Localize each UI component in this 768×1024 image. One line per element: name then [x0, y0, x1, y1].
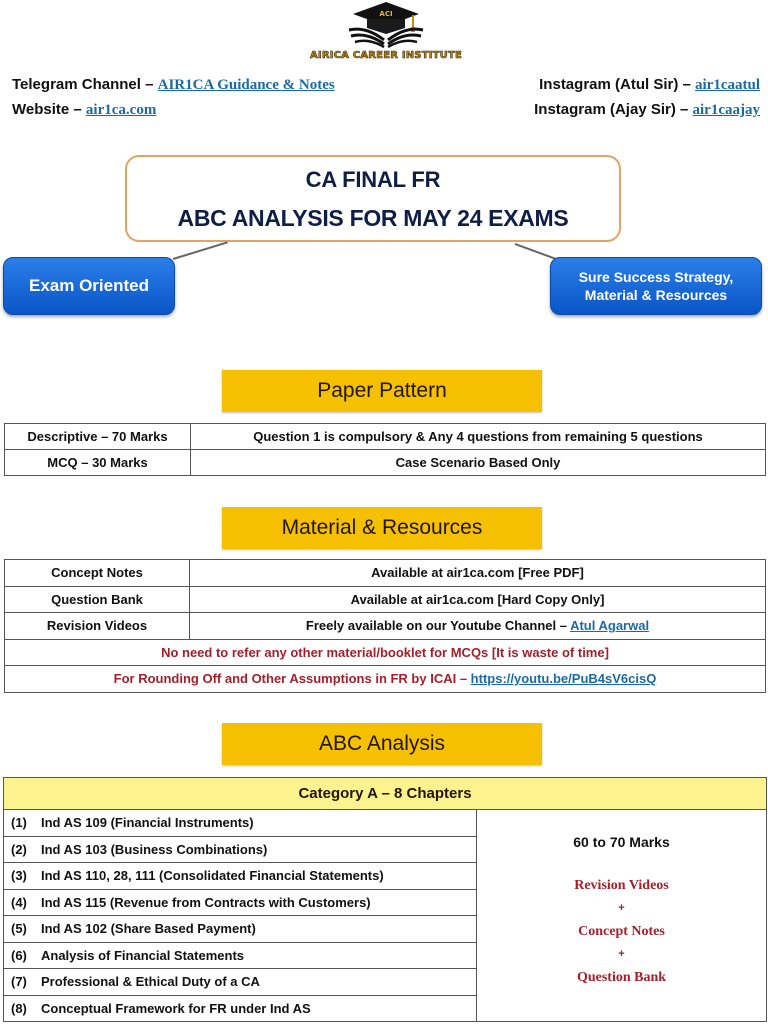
material-key: Revision Videos	[5, 613, 190, 640]
table-row	[5, 560, 766, 587]
telegram-contact	[12, 76, 335, 94]
chapter-item	[4, 889, 477, 916]
graduation-cap-book-icon	[341, 0, 431, 48]
marks-range: 60 to 70 Marks	[573, 834, 670, 850]
plus-sign: +	[618, 902, 625, 914]
institute-name: AIRICA CAREER INSTITUTE	[309, 50, 463, 61]
resource-question-bank: Question Bank	[576, 970, 667, 985]
chapter-item	[4, 995, 477, 1022]
chapter-name: Ind AS 109 (Financial Instruments)	[41, 815, 254, 831]
table-row	[5, 639, 766, 666]
connector-line-left	[173, 241, 228, 259]
material-value	[190, 613, 766, 640]
instagram-atul-link[interactable]: air1caatul	[695, 77, 760, 93]
instagram-ajay-link[interactable]: air1caajay	[692, 102, 760, 118]
material-value: Available at air1ca.com [Free PDF]	[190, 560, 766, 587]
chapter-name: Professional & Ethical Duty of a CA	[41, 974, 260, 990]
material-key: Concept Notes	[5, 560, 190, 587]
chapter-number: (2)	[11, 841, 27, 857]
paper-pattern-value: Case Scenario Based Only	[191, 450, 766, 476]
chapter-name: Conceptual Framework for FR under Ind AS	[41, 1000, 311, 1016]
sure-success-line-1: Sure Success Strategy,	[578, 269, 734, 285]
chapter-name: Ind AS 103 (Business Combinations)	[41, 841, 268, 857]
website-label: Website –	[12, 101, 86, 118]
chapter-item	[4, 836, 477, 863]
category-a-table	[3, 777, 767, 1022]
website-contact	[12, 101, 156, 119]
category-a-header: Category A – 8 Chapters	[4, 778, 767, 810]
chapter-number: (3)	[11, 868, 27, 884]
youtube-channel-link[interactable]: Atul Agarwal	[570, 618, 650, 634]
institute-logo	[296, 0, 476, 66]
chapter-number: (4)	[11, 894, 27, 910]
rounding-video-link[interactable]: https://youtu.be/PuB4sV6cisQ	[470, 671, 657, 687]
svg-text:ACI: ACI	[379, 10, 393, 18]
abc-analysis-heading: ABC Analysis	[222, 723, 542, 765]
instagram-ajay-contact	[534, 101, 760, 119]
youtube-text: Freely available on our Youtube Channel –	[305, 618, 571, 634]
exam-oriented-tag	[3, 257, 175, 315]
rounding-note	[5, 666, 766, 693]
chapter-item	[4, 969, 477, 996]
instagram-atul-label: Instagram (Atul Sir) –	[539, 76, 695, 93]
paper-pattern-key: MCQ – 30 Marks	[5, 450, 191, 476]
chapter-number: (8)	[11, 1000, 27, 1016]
chapter-number: (6)	[11, 947, 27, 963]
chapter-name: Analysis of Financial Statements	[41, 947, 245, 963]
chapter-number: (7)	[11, 974, 27, 990]
table-row	[4, 810, 767, 837]
material-value: Available at air1ca.com [Hard Copy Only]	[190, 586, 766, 613]
table-row	[5, 424, 766, 450]
paper-pattern-heading: Paper Pattern	[222, 370, 542, 412]
table-row	[5, 450, 766, 476]
chapter-name: Ind AS 102 (Share Based Payment)	[41, 921, 256, 937]
chapter-item	[4, 810, 477, 837]
material-key: Question Bank	[5, 586, 190, 613]
paper-pattern-table	[4, 423, 766, 476]
mcq-note: No need to refer any other material/booklet for MCQs [It is waste of time]	[5, 639, 766, 666]
chapter-number: (1)	[11, 815, 27, 831]
title-line-2: ABC ANALYSIS FOR MAY 24 EXAMS	[177, 205, 569, 231]
table-row	[5, 586, 766, 613]
table-row	[5, 666, 766, 693]
resource-concept-notes: Concept Notes	[578, 924, 665, 939]
sure-success-tag	[550, 257, 762, 315]
material-resources-heading: Material & Resources	[222, 507, 542, 549]
telegram-link[interactable]: AIR1CA Guidance & Notes	[157, 77, 335, 93]
telegram-label: Telegram Channel –	[12, 76, 158, 93]
chapter-name: Ind AS 110, 28, 111 (Consolidated Financial Statements)	[41, 868, 384, 884]
chapter-name: Ind AS 115 (Revenue from Contracts with Customers)	[41, 894, 371, 910]
chapter-item	[4, 942, 477, 969]
instagram-atul-contact	[539, 76, 760, 94]
chapter-item	[4, 863, 477, 890]
table-header-row	[4, 778, 767, 810]
title-line-1: CA FINAL FR	[305, 167, 441, 192]
exam-oriented-label: Exam Oriented	[29, 276, 149, 295]
paper-pattern-key: Descriptive – 70 Marks	[5, 424, 191, 450]
website-link[interactable]: air1ca.com	[85, 102, 157, 118]
sure-success-line-2: Material & Resources	[584, 287, 728, 303]
resource-revision-videos: Revision Videos	[574, 878, 669, 893]
instagram-ajay-label: Instagram (Ajay Sir) –	[534, 101, 693, 118]
plus-sign: +	[618, 948, 625, 960]
connector-line-right	[515, 243, 557, 259]
table-row	[5, 613, 766, 640]
chapter-number: (5)	[11, 921, 27, 937]
chapter-item	[4, 916, 477, 943]
main-title-box	[125, 155, 621, 242]
material-resources-table	[4, 559, 766, 693]
category-a-summary	[477, 810, 767, 1022]
paper-pattern-value: Question 1 is compulsory & Any 4 questions from remaining 5 questions	[191, 424, 766, 450]
rounding-note-text: For Rounding Off and Other Assumptions in FR by ICAI –	[113, 671, 471, 687]
